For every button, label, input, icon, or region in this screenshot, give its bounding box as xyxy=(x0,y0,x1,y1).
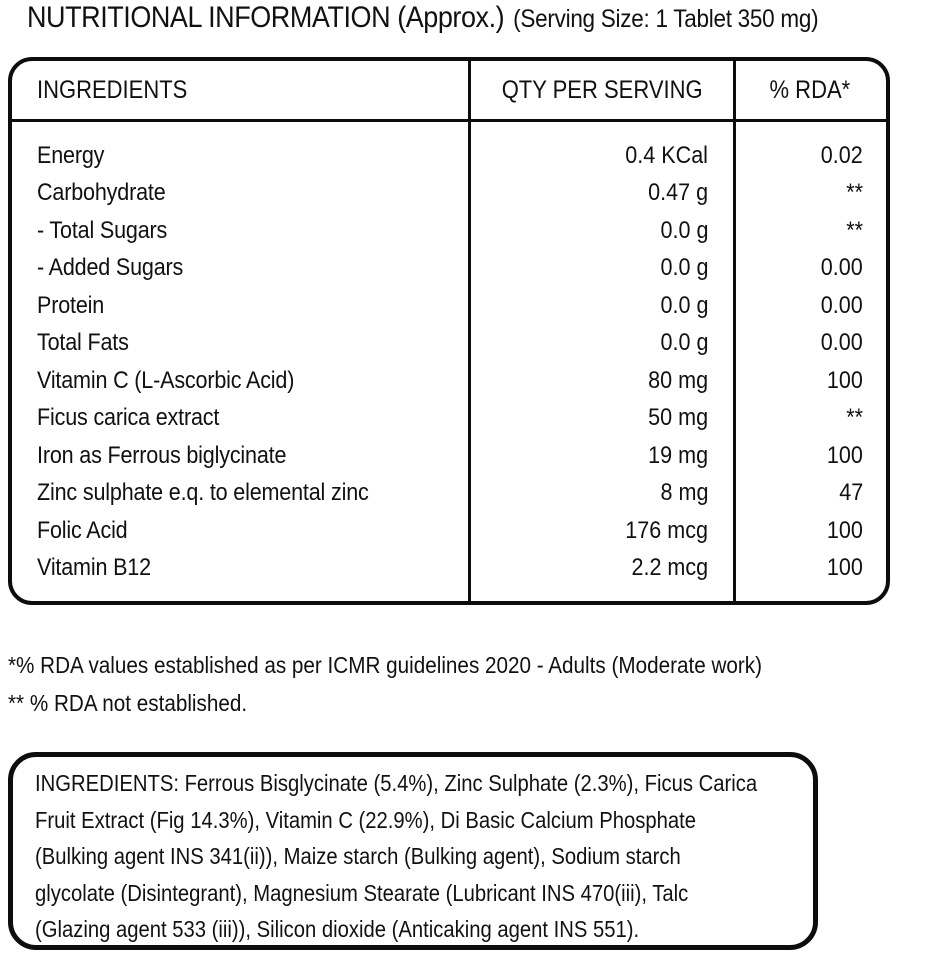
title-serving-size: (Serving Size: 1 Tablet 350 mg) xyxy=(513,5,819,33)
ingredient-name-cell: - Added Sugars xyxy=(37,254,184,282)
table-row xyxy=(12,287,886,325)
qty-cell: 0.0 g xyxy=(660,291,708,319)
table-row xyxy=(12,137,886,175)
rda-cell: ** xyxy=(846,179,863,207)
ingredient-name-cell: Total Fats xyxy=(37,329,129,357)
ingredient-name-cell: Energy xyxy=(37,141,105,169)
ingredients-text-line: (Bulking agent INS 341(ii)), Maize starch (Bulking agent), Sodium starch xyxy=(35,843,681,869)
ingredient-name-cell: Iron as Ferrous biglycinate xyxy=(37,441,287,469)
ingredients-text-line: glycolate (Disintegrant), Magnesium Stearate (Lubricant INS 470(iii), Talc xyxy=(35,879,689,906)
page-title xyxy=(27,1,818,35)
nutrition-table xyxy=(8,57,890,605)
rda-cell: 0.00 xyxy=(821,254,863,282)
rda-cell: 47 xyxy=(839,479,863,507)
table-row xyxy=(12,212,886,250)
qty-cell: 2.2 mcg xyxy=(631,554,708,582)
rda-cell: 100 xyxy=(827,366,863,394)
rda-cell: 0.02 xyxy=(821,141,863,169)
table-row xyxy=(12,175,886,213)
ingredients-text-line: (Glazing agent 533 (iii)), Silicon dioxide (Anticaking agent INS 551). xyxy=(35,916,640,942)
rda-cell: 100 xyxy=(827,441,863,469)
ingredient-name-cell: - Total Sugars xyxy=(37,216,168,244)
ingredient-name-cell: Protein xyxy=(37,291,105,319)
rda-cell: ** xyxy=(846,404,863,432)
table-header-row xyxy=(12,61,886,122)
footnotes xyxy=(8,646,865,722)
ingredient-name-cell: Vitamin B12 xyxy=(37,554,151,582)
qty-cell: 19 mg xyxy=(648,441,708,469)
table-row xyxy=(12,325,886,363)
ingredient-name-cell: Ficus carica extract xyxy=(37,404,220,432)
qty-cell: 176 mcg xyxy=(625,516,708,544)
column-divider xyxy=(468,61,471,601)
qty-cell: 8 mg xyxy=(660,479,708,507)
ingredients-box xyxy=(8,752,818,950)
header-ingredients: INGREDIENTS xyxy=(37,75,188,104)
column-divider xyxy=(733,61,736,601)
title-main: NUTRITIONAL INFORMATION (Approx.) xyxy=(27,1,505,34)
ingredient-name-cell: Vitamin C (L-Ascorbic Acid) xyxy=(37,366,295,394)
rda-cell: 0.00 xyxy=(821,329,863,357)
rda-cell: 100 xyxy=(827,554,863,582)
table-row xyxy=(12,362,886,400)
qty-cell: 0.0 g xyxy=(660,216,708,244)
table-row xyxy=(12,550,886,588)
table-row xyxy=(12,475,886,513)
ingredient-name-cell: Carbohydrate xyxy=(37,179,166,207)
table-body xyxy=(12,122,886,601)
qty-cell: 0.4 KCal xyxy=(625,141,708,169)
table-row xyxy=(12,512,886,550)
table-row xyxy=(12,437,886,475)
qty-cell: 50 mg xyxy=(648,404,708,432)
rda-cell: ** xyxy=(846,216,863,244)
header-qty-per-serving: QTY PER SERVING xyxy=(501,75,703,104)
qty-cell: 80 mg xyxy=(648,366,708,394)
footnote-rda-source: *% RDA values established as per ICMR guidelines 2020 - Adults (Moderate work) xyxy=(8,652,763,678)
table-row xyxy=(12,250,886,288)
ingredient-name-cell: Folic Acid xyxy=(37,516,128,544)
rda-cell: 0.00 xyxy=(821,291,863,319)
qty-cell: 0.0 g xyxy=(660,254,708,282)
header-rda: % RDA* xyxy=(769,75,850,104)
footnote-rda-not-established: ** % RDA not established. xyxy=(8,690,248,716)
qty-cell: 0.47 g xyxy=(648,179,708,207)
table-row xyxy=(12,400,886,438)
rda-cell: 100 xyxy=(827,516,863,544)
qty-cell: 0.0 g xyxy=(660,329,708,357)
ingredient-name-cell: Zinc sulphate e.q. to elemental zinc xyxy=(37,479,369,507)
ingredients-text-line: Fruit Extract (Fig 14.3%), Vitamin C (22.9%), Di Basic Calcium Phosphate xyxy=(35,806,697,833)
ingredients-text-line: INGREDIENTS: Ferrous Bisglycinate (5.4%), Zinc Sulphate (2.3%), Ficus Carica xyxy=(35,770,758,796)
